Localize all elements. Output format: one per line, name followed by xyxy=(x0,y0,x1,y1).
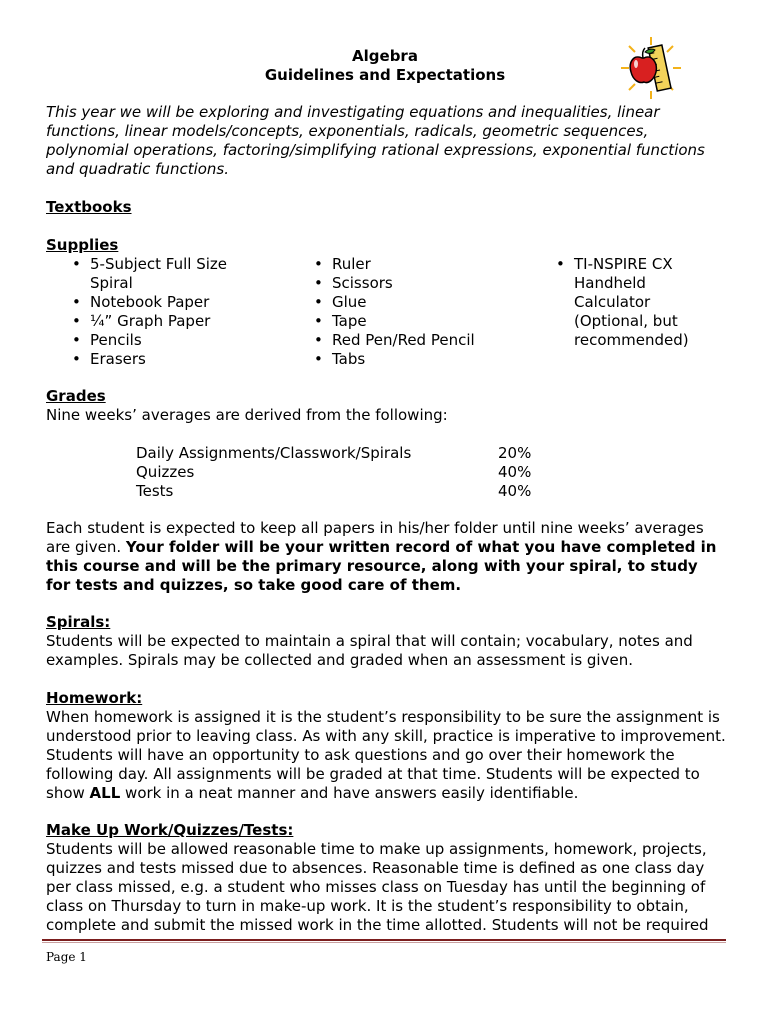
homework-text-end: work in a neat manner and have answers easily identifiable. xyxy=(120,784,579,802)
intro-paragraph: This year we will be exploring and investigating equations and inequalities, linear functions, linear models/concepts, exponentials, radicals, geometric sequences, polynomial operations, factoring/simplifying rational expressions, exponential functions and quadratic functions. xyxy=(46,103,705,178)
supplies-column-1 xyxy=(66,255,246,369)
list-item: • Glue xyxy=(308,293,508,312)
grade-category: Quizzes xyxy=(136,463,195,481)
homework-text: When homework is assigned it is the student’s responsibility to be sure the assignment is understood prior to leaving class. As with any skill, practice is imperative to improvement. Students will have an opportunity to ask questions and go over their homework the following day. All assignments will be graded at that time. Students will be expected to show xyxy=(46,708,726,802)
list-item: • Notebook Paper xyxy=(66,293,246,312)
spirals-paragraph: Students will be expected to maintain a spiral that will contain; vocabulary, notes and examples. Spirals may be collected and graded when an assessment is given. xyxy=(46,632,693,669)
list-item: • Pencils xyxy=(66,331,246,350)
folder-note-text: Each student is expected to keep all papers in his/her folder until nine weeks’ averages are given. xyxy=(46,519,704,556)
grade-category: Daily Assignments/Classwork/Spirals xyxy=(136,444,412,462)
supplies-column-3 xyxy=(550,255,690,350)
homework-emphasis: ALL xyxy=(89,784,121,802)
list-item: • Red Pen/Red Pencil xyxy=(308,331,508,350)
grade-percent: 20% xyxy=(498,444,532,462)
grades-intro: Nine weeks’ averages are derived from the following: xyxy=(46,406,448,424)
table-row xyxy=(136,463,556,482)
supplies-list xyxy=(46,255,726,375)
list-item: • 5-Subject Full Size Spiral xyxy=(66,255,246,293)
list-item: • Tape xyxy=(308,312,508,331)
folder-note-paragraph xyxy=(46,519,726,595)
makeup-heading: Make Up Work/Quizzes/Tests: xyxy=(46,821,294,839)
spirals-heading: Spirals: xyxy=(46,613,111,631)
list-item: • Ruler xyxy=(308,255,508,274)
makeup-paragraph: Students will be allowed reasonable time to make up assignments, homework, projects, quizzes and tests missed due to absences. Reasonable time is defined as one class day per class missed, e.g. a student who misses class on Tuesday has until the beginning of class on Thursday to turn in make-up work. It is the student’s responsibility to obtain, complete and submit the missed work in the time allotted. Students will not be required xyxy=(46,840,709,934)
list-item: • ¼” Graph Paper xyxy=(66,312,246,331)
list-item: • TI-NSPIRE CX Handheld Calculator (Optional, but recommended) xyxy=(550,255,690,350)
grade-percent: 40% xyxy=(498,463,532,481)
supplies-column-2 xyxy=(308,255,508,369)
table-row xyxy=(136,444,556,463)
apple-ruler-icon xyxy=(620,36,682,100)
footer-divider-shadow xyxy=(42,942,726,943)
document-subtitle: Guidelines and Expectations xyxy=(264,66,506,84)
grade-category: Tests xyxy=(136,482,174,500)
homework-paragraph xyxy=(46,708,726,803)
list-item: • Tabs xyxy=(308,350,508,369)
table-row xyxy=(136,482,556,501)
grades-heading: Grades xyxy=(46,387,106,405)
supplies-heading: Supplies xyxy=(46,236,119,254)
grade-percent: 40% xyxy=(498,482,532,500)
textbooks-heading: Textbooks xyxy=(46,198,132,216)
folder-note-emphasis: Your folder will be your written record of what you have completed in this course and will be the primary resource, along with your spiral, to study for tests and quizzes, so take good care of them. xyxy=(46,538,717,594)
homework-heading: Homework: xyxy=(46,689,143,707)
footer-divider xyxy=(42,939,726,941)
document-title: Algebra xyxy=(352,47,418,65)
list-item: • Erasers xyxy=(66,350,246,369)
list-item: • Scissors xyxy=(308,274,508,293)
page-number: Page 1 xyxy=(46,950,87,964)
grades-weights-table xyxy=(136,444,556,501)
